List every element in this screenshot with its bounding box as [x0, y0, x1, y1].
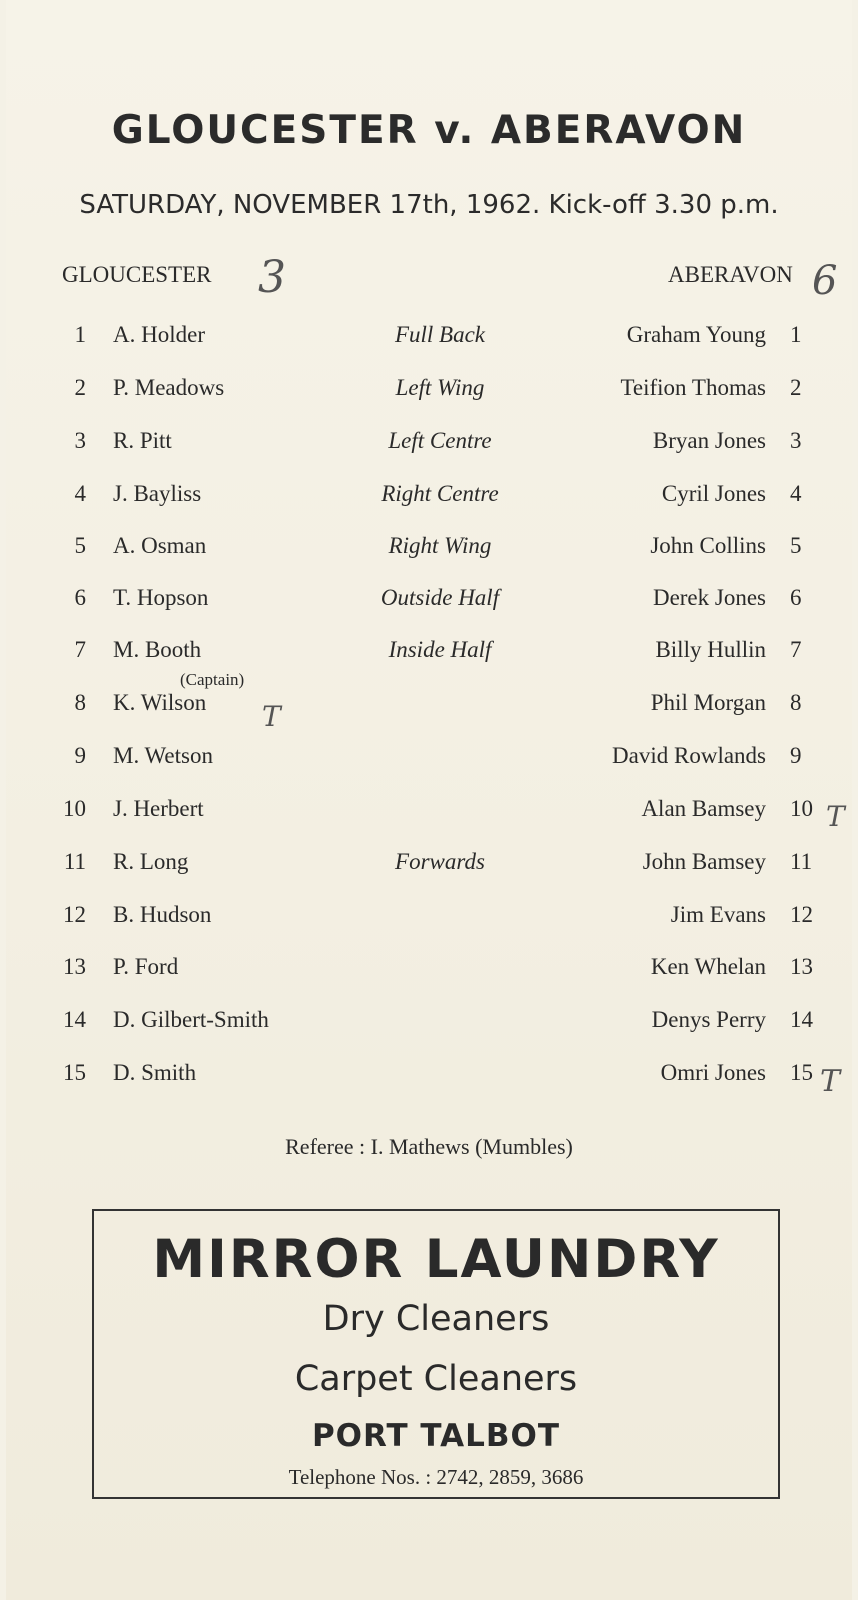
advert-title: MIRROR LAUNDRY: [152, 1229, 720, 1290]
away-player-name: Jim Evans: [670, 902, 766, 927]
home-number: 1: [74, 322, 86, 347]
home-number: 14: [63, 1007, 86, 1032]
away-number: 4: [790, 481, 802, 506]
away-player-name: Phil Morgan: [650, 690, 766, 715]
home-player-name: D. Smith: [113, 1060, 197, 1085]
home-player-name: A. Osman: [113, 533, 207, 558]
position-label: Right Centre: [381, 481, 499, 506]
away-player-name: David Rowlands: [612, 743, 766, 768]
home-number: 13: [63, 954, 86, 979]
home-player-name: R. Pitt: [113, 428, 172, 453]
match-date-kickoff: SATURDAY, NOVEMBER 17th, 1962. Kick-off 3.30 p.m.: [79, 190, 779, 220]
away-number: 14: [790, 1007, 813, 1032]
home-number: 6: [74, 585, 86, 610]
position-label: Forwards: [395, 849, 485, 874]
away-number: 13: [790, 954, 813, 979]
position-label: Inside Half: [388, 637, 492, 662]
try-mark-wilson: T: [262, 700, 281, 733]
player-row: [0, 954, 858, 994]
home-score-handwritten: 3: [258, 252, 286, 303]
home-player-name: R. Long: [113, 849, 189, 874]
away-player-name: Teifion Thomas: [620, 375, 766, 400]
player-row: [0, 481, 858, 521]
advertisement-box: [92, 1209, 780, 1499]
home-player-name: T. Hopson: [113, 585, 209, 610]
home-number: 11: [63, 849, 86, 874]
home-number: 7: [74, 637, 86, 662]
home-number: 4: [74, 481, 86, 506]
player-row: [0, 533, 858, 573]
away-number: 9: [790, 743, 802, 768]
captain-note: (Captain): [180, 670, 245, 689]
away-player-name: Graham Young: [626, 322, 766, 347]
away-number: 15: [790, 1060, 813, 1085]
player-row: [0, 428, 858, 468]
player-row: [0, 690, 858, 730]
away-number: 5: [790, 533, 802, 558]
away-number: 2: [790, 375, 802, 400]
position-label: Left Centre: [388, 428, 492, 453]
advert-carpet-cleaners: Carpet Cleaners: [294, 1359, 578, 1399]
away-player-name: Billy Hullin: [655, 637, 766, 662]
home-player-name: P. Meadows: [113, 375, 225, 400]
away-player-name: Cyril Jones: [661, 481, 766, 506]
home-player-name: D. Gilbert-Smith: [113, 1007, 269, 1032]
player-row: [0, 1007, 858, 1047]
advert-dry-cleaners: Dry Cleaners: [322, 1299, 550, 1339]
player-row: [0, 743, 858, 783]
player-row: [0, 849, 858, 889]
away-player-name: Ken Whelan: [650, 954, 766, 979]
home-player-name: J. Bayliss: [113, 481, 202, 506]
away-number: 3: [790, 428, 802, 453]
away-team-heading: ABERAVON: [668, 262, 793, 287]
away-player-name: John Collins: [650, 533, 766, 558]
away-number: 10: [790, 796, 813, 821]
home-number: 15: [63, 1060, 86, 1085]
away-player-name: Derek Jones: [652, 585, 766, 610]
advert-telephone: Telephone Nos. : 2742, 2859, 3686: [288, 1465, 584, 1489]
try-mark-bamsey: T: [826, 800, 845, 833]
away-player-name: Omri Jones: [660, 1060, 766, 1085]
away-number: 1: [790, 322, 802, 347]
try-mark-jones: T: [820, 1064, 841, 1099]
away-number: 11: [790, 849, 813, 874]
player-row: [0, 902, 858, 942]
away-number: 7: [790, 637, 802, 662]
home-number: 3: [74, 428, 86, 453]
home-number: 8: [74, 690, 86, 715]
away-player-name: Bryan Jones: [652, 428, 766, 453]
player-row: [0, 796, 858, 836]
player-row: [0, 375, 858, 415]
home-player-name: P. Ford: [113, 954, 179, 979]
away-number: 6: [790, 585, 802, 610]
player-row: [0, 585, 858, 625]
away-player-name: Denys Perry: [651, 1007, 766, 1032]
home-player-name: J. Herbert: [113, 796, 204, 821]
home-player-name: M. Booth: [113, 637, 202, 662]
home-number: 5: [74, 533, 86, 558]
player-row: [0, 637, 858, 677]
position-label: Left Wing: [395, 375, 485, 400]
position-label: Full Back: [394, 322, 486, 347]
home-number: 9: [74, 743, 86, 768]
home-player-name: K. Wilson: [113, 690, 207, 715]
home-player-name: M. Wetson: [113, 743, 213, 768]
match-title: GLOUCESTER v. ABERAVON: [111, 108, 747, 153]
home-player-name: A. Holder: [113, 322, 205, 347]
advert-location: PORT TALBOT: [311, 1418, 561, 1454]
away-player-name: Alan Bamsey: [641, 796, 766, 821]
away-score-handwritten: 6: [812, 258, 838, 304]
home-player-name: B. Hudson: [113, 902, 212, 927]
position-label: Outside Half: [380, 585, 500, 610]
home-number: 12: [63, 902, 86, 927]
home-team-heading: GLOUCESTER: [62, 262, 212, 287]
home-number: 2: [74, 375, 86, 400]
player-row: [0, 1060, 858, 1100]
referee-line: Referee : I. Mathews (Mumbles): [285, 1134, 573, 1159]
player-row: [0, 322, 858, 362]
away-number: 8: [790, 690, 802, 715]
position-label: Right Wing: [388, 533, 492, 558]
home-number: 10: [63, 796, 86, 821]
away-number: 12: [790, 902, 813, 927]
away-player-name: John Bamsey: [642, 849, 766, 874]
